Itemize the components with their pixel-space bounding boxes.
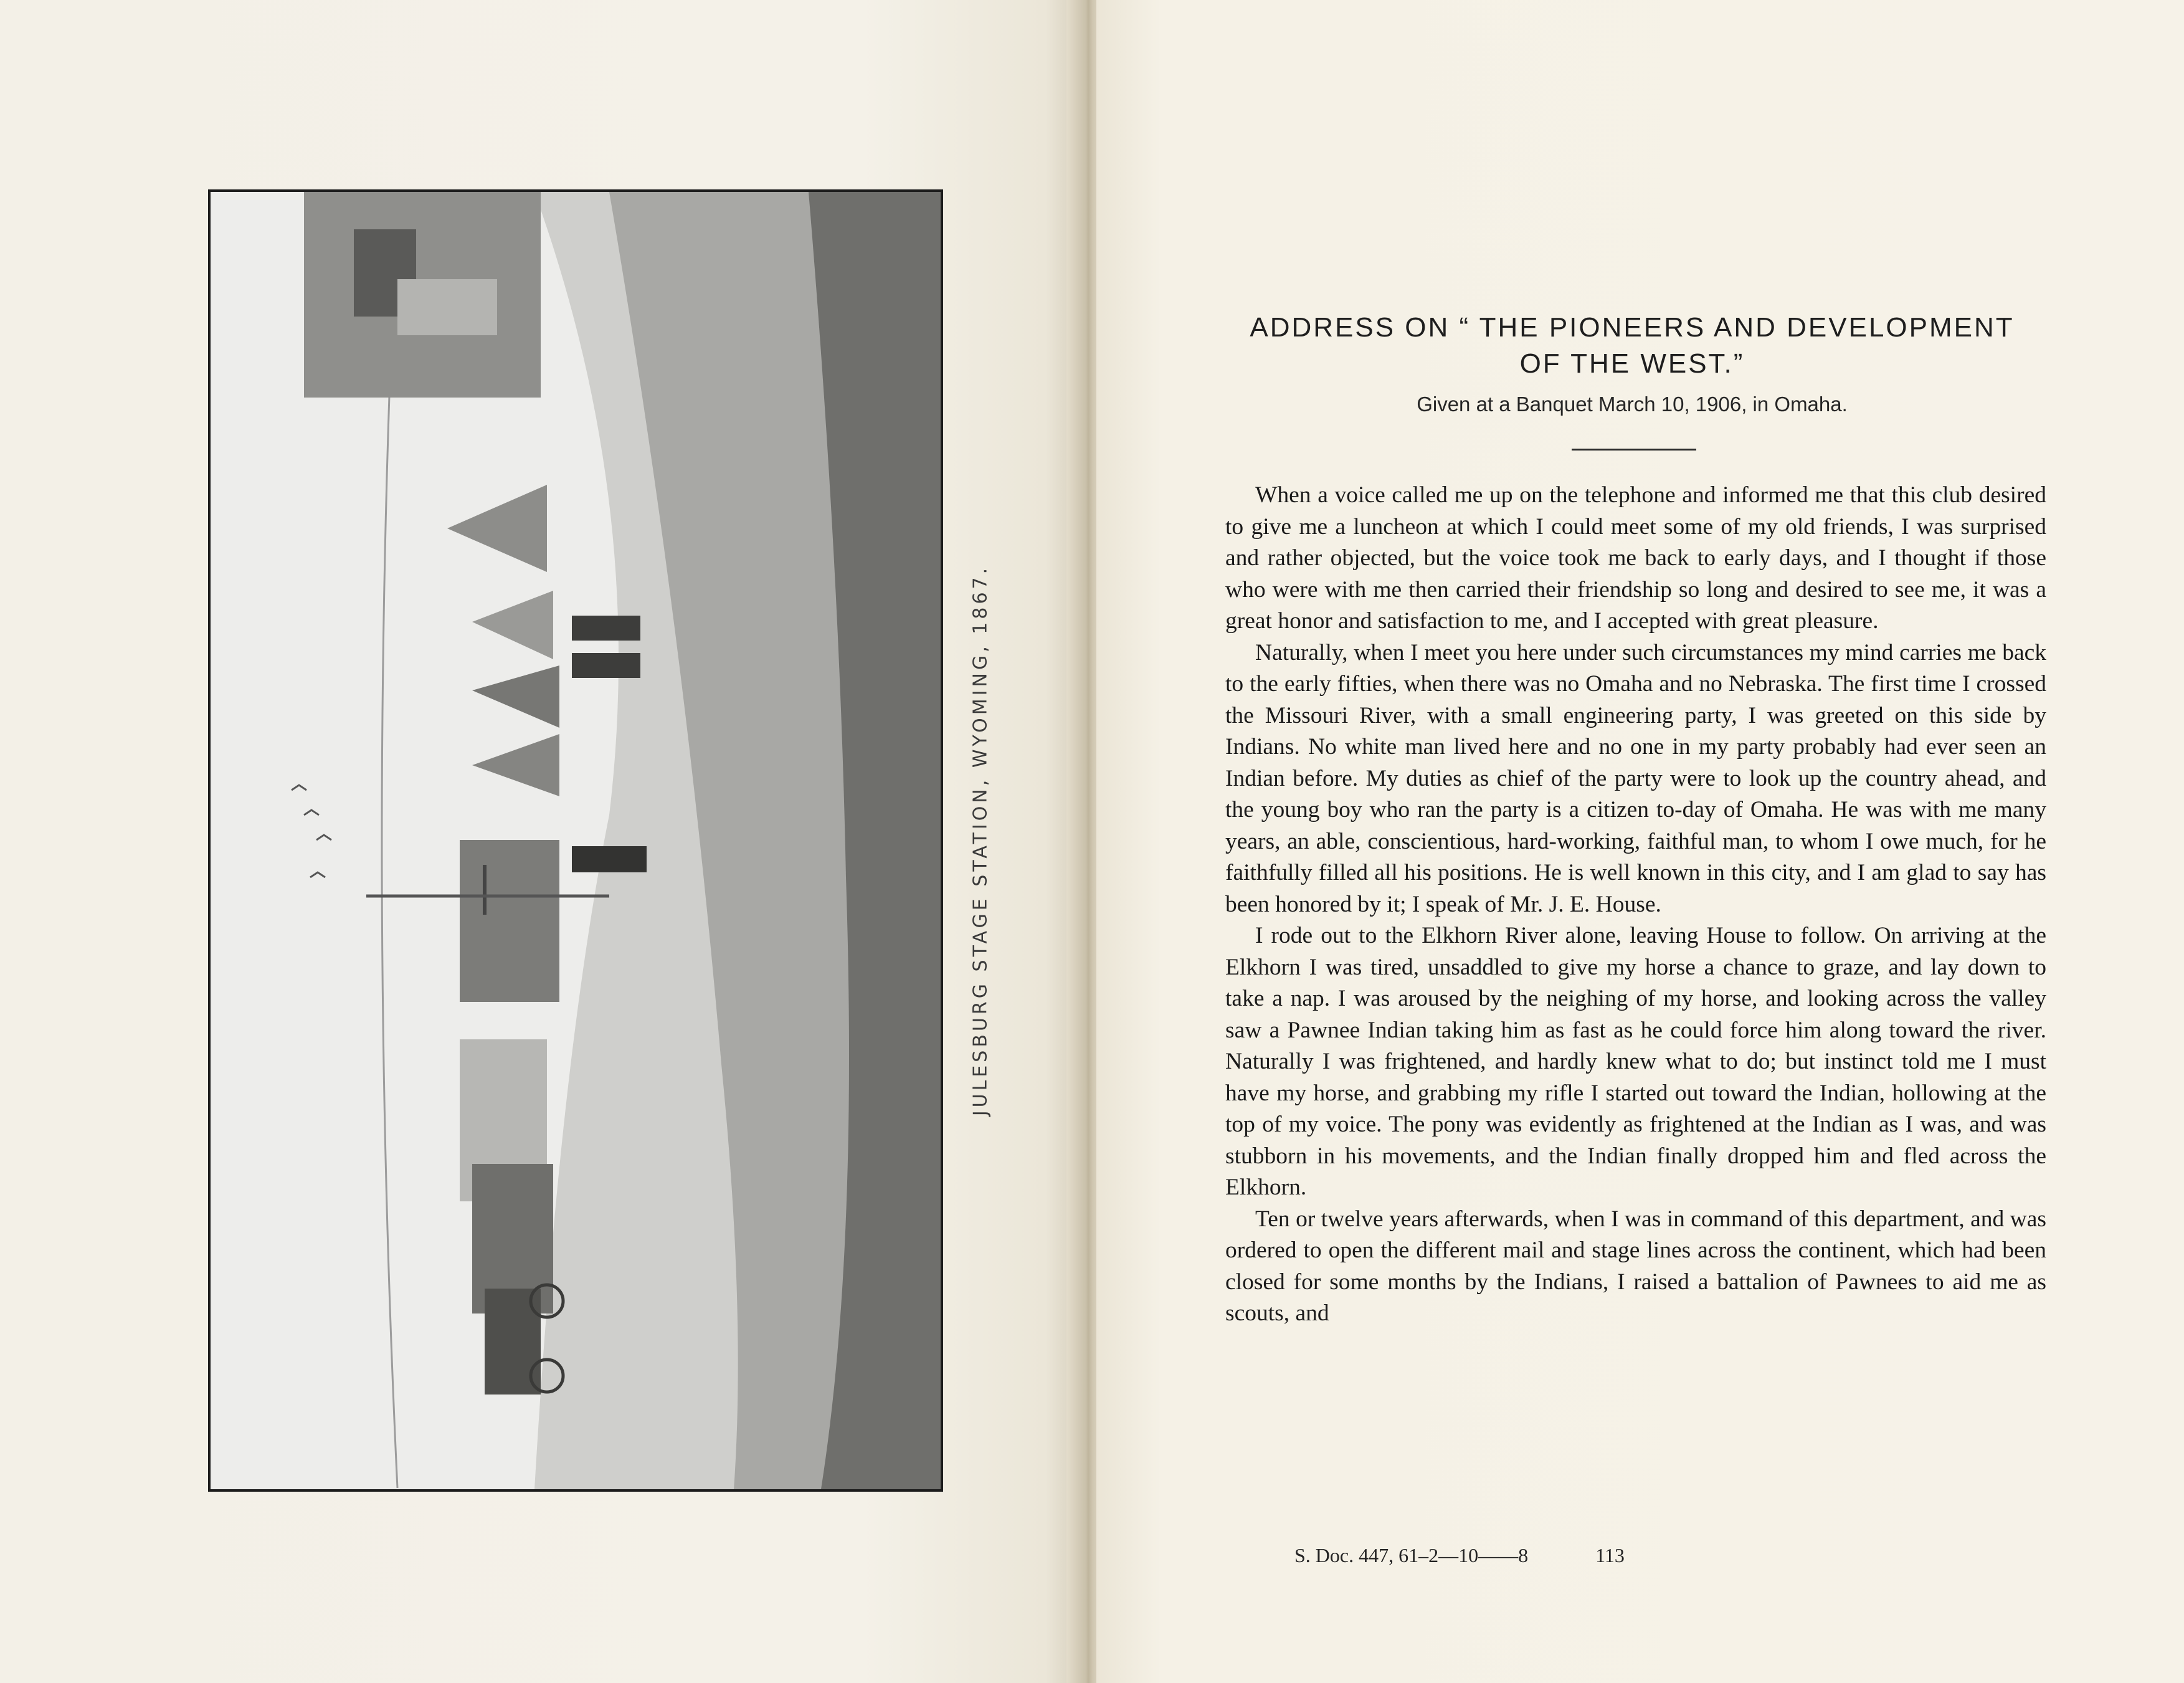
plate-caption-text: JULESBURG STAGE STATION, WYOMING, 1867. bbox=[969, 565, 992, 1117]
page-subtitle: Given at a Banquet March 10, 1906, in Omaha. bbox=[1417, 393, 1848, 416]
paragraph: Naturally, when I meet you here under such circumstances my mind carries me back to the early fifties, when there was no Omaha and no Nebraska. The first time I crossed the Missouri River, with a small engineering party, I was greeted on this side by Indians. No white man lived here and no one in my party probably had ever seen an Indian before. My duties as chief of the party were to look up the country ahead, and the young boy who ran the party is a citizen to-day of Omaha. He was with me many years, an able, conscientious, hard-working, faithful man, to whom I owe much, for he faithfully filled all his positions. He is well known in this city, and I am glad to say has been honored by it; I speak of Mr. J. E. House. bbox=[1225, 639, 2046, 917]
page-footer bbox=[1294, 1544, 1625, 1567]
left-page bbox=[0, 0, 1078, 1683]
title-line-2: OF THE WEST.” bbox=[1519, 348, 1745, 379]
body-text bbox=[1225, 480, 2046, 1330]
title-rule bbox=[1572, 449, 1696, 451]
paragraph: Ten or twelve years afterwards, when I was in command of this department, and was ordered to open the different mail and stage lines across the continent, which had been closed for some months by the Indians, I raised a battalion of Pawnees to aid me as scouts, and bbox=[1225, 1206, 2046, 1326]
title-line-1: ADDRESS ON “ THE PIONEERS AND DEVELOPMENT bbox=[1250, 312, 2015, 343]
document-reference: S. Doc. 447, 61–2—10——8 bbox=[1294, 1544, 1529, 1566]
page-number: 113 bbox=[1595, 1544, 1625, 1566]
plate-illustration bbox=[208, 189, 943, 1492]
paragraph: I rode out to the Elkhorn River alone, leaving House to follow. On arriving at the Elkhorn I was tired, unsaddled to give my horse a chance to graze, and lay down to take a nap. I was aroused by the neighing of my horse, and looking across the valley saw a Pawnee Indian taking him as fast as he could force him along toward the river. Naturally I was frightened, and hardly knew what to do; but instinct told me I must have my horse, and grabbing my rifle I started out toward the Indian, hollowing at the top of my voice. The pony was evidently as frightened at the Indian as I was, and was stubborn in his movements, and the Indian finally dropped him and fled across the Elkhorn. bbox=[1225, 923, 2046, 1200]
page-title bbox=[1202, 310, 2062, 382]
paragraph: When a voice called me up on the telephone and informed me that this club desired to give me a luncheon at which I could meet some of my old friends, I was surprised and rather objected, but the voice took me back to early days, and I thought if those who were with me then carried their friendship so long and desired to see me, it was a great honor and satisfaction to me, and I accepted with great pleasure. bbox=[1225, 482, 2046, 634]
